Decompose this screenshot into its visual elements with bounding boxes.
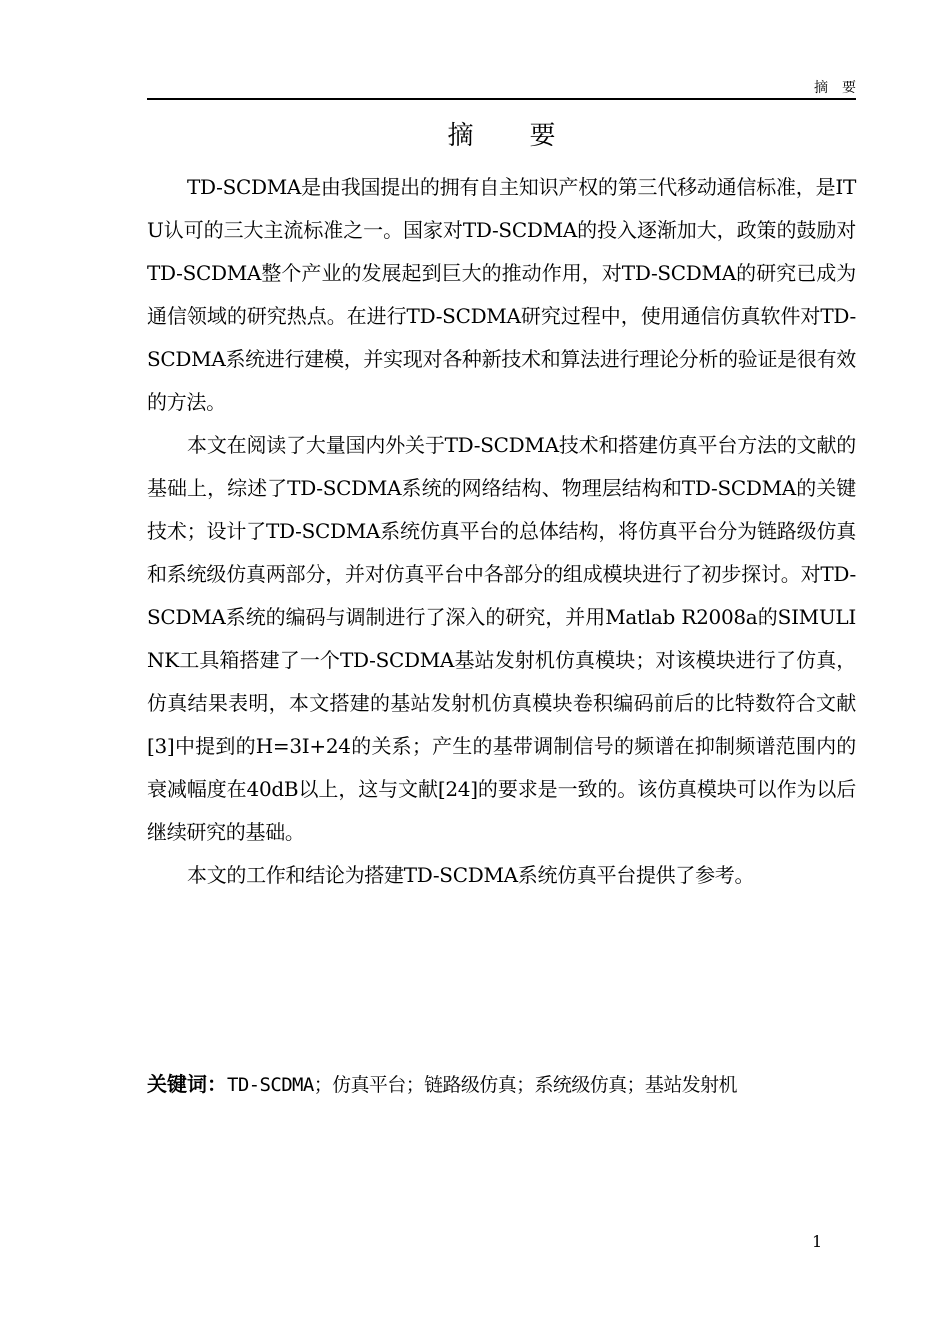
keywords-label: 关键词： [147, 1072, 227, 1096]
header-title: 摘要 [814, 80, 870, 96]
abstract-paragraph-1: TD-SCDMA是由我国提出的拥有自主知识产权的第三代移动通信标准，是ITU认可的三大主流标准之一。国家对TD-SCDMA的投入逐渐加大，政策的鼓励对TD-SCDMA整个产业的发展起到巨大的推动作用，对TD-SCDMA的研究已成为通信领域的研究热点。在进行TD-SCDMA研究过程中，使用通信仿真软件对TD-SCDMA系统进行建模，并实现对各种新技术和算法进行理论分析的验证是很有效的方法。 [147, 175, 856, 414]
keywords-line [147, 1066, 856, 1103]
abstract-paragraph-3: 本文的工作和结论为搭建TD-SCDMA系统仿真平台提供了参考。 [187, 863, 755, 887]
abstract-paragraph-2: 本文在阅读了大量国内外关于TD-SCDMA技术和搭建仿真平台方法的文献的基础上，综述了TD-SCDMA系统的网络结构、物理层结构和TD-SCDMA的关键技术；设计了TD-SCDMA系统仿真平台的总体结构，将仿真平台分为链路级仿真和系统级仿真两部分，并对仿真平台中各部分的组成模块进行了初步探讨。对TD-SCDMA系统的编码与调制进行了深入的研究，并用Matlab R2008a的SIMULINK工具箱搭建了一个TD-SCDMA基站发射机仿真模块；对该模块进行了仿真，仿真结果表明，本文搭建的基站发射机仿真模块卷积编码前后的比特数符合文献[3]中提到的H=3I+24的关系；产生的基带调制信号的频谱在抑制频谱范围内的衰减幅度在40dB以上，这与文献[24]的要求是一致的。该仿真模块可以作为以后继续研究的基础。 [147, 433, 856, 844]
page-number: 1 [812, 1232, 823, 1251]
page-title: 摘要 [447, 121, 612, 151]
keywords-value: TD-SCDMA；仿真平台；链路级仿真；系统级仿真；基站发射机 [227, 1074, 737, 1096]
page-header [147, 78, 870, 100]
abstract-body [147, 166, 856, 897]
